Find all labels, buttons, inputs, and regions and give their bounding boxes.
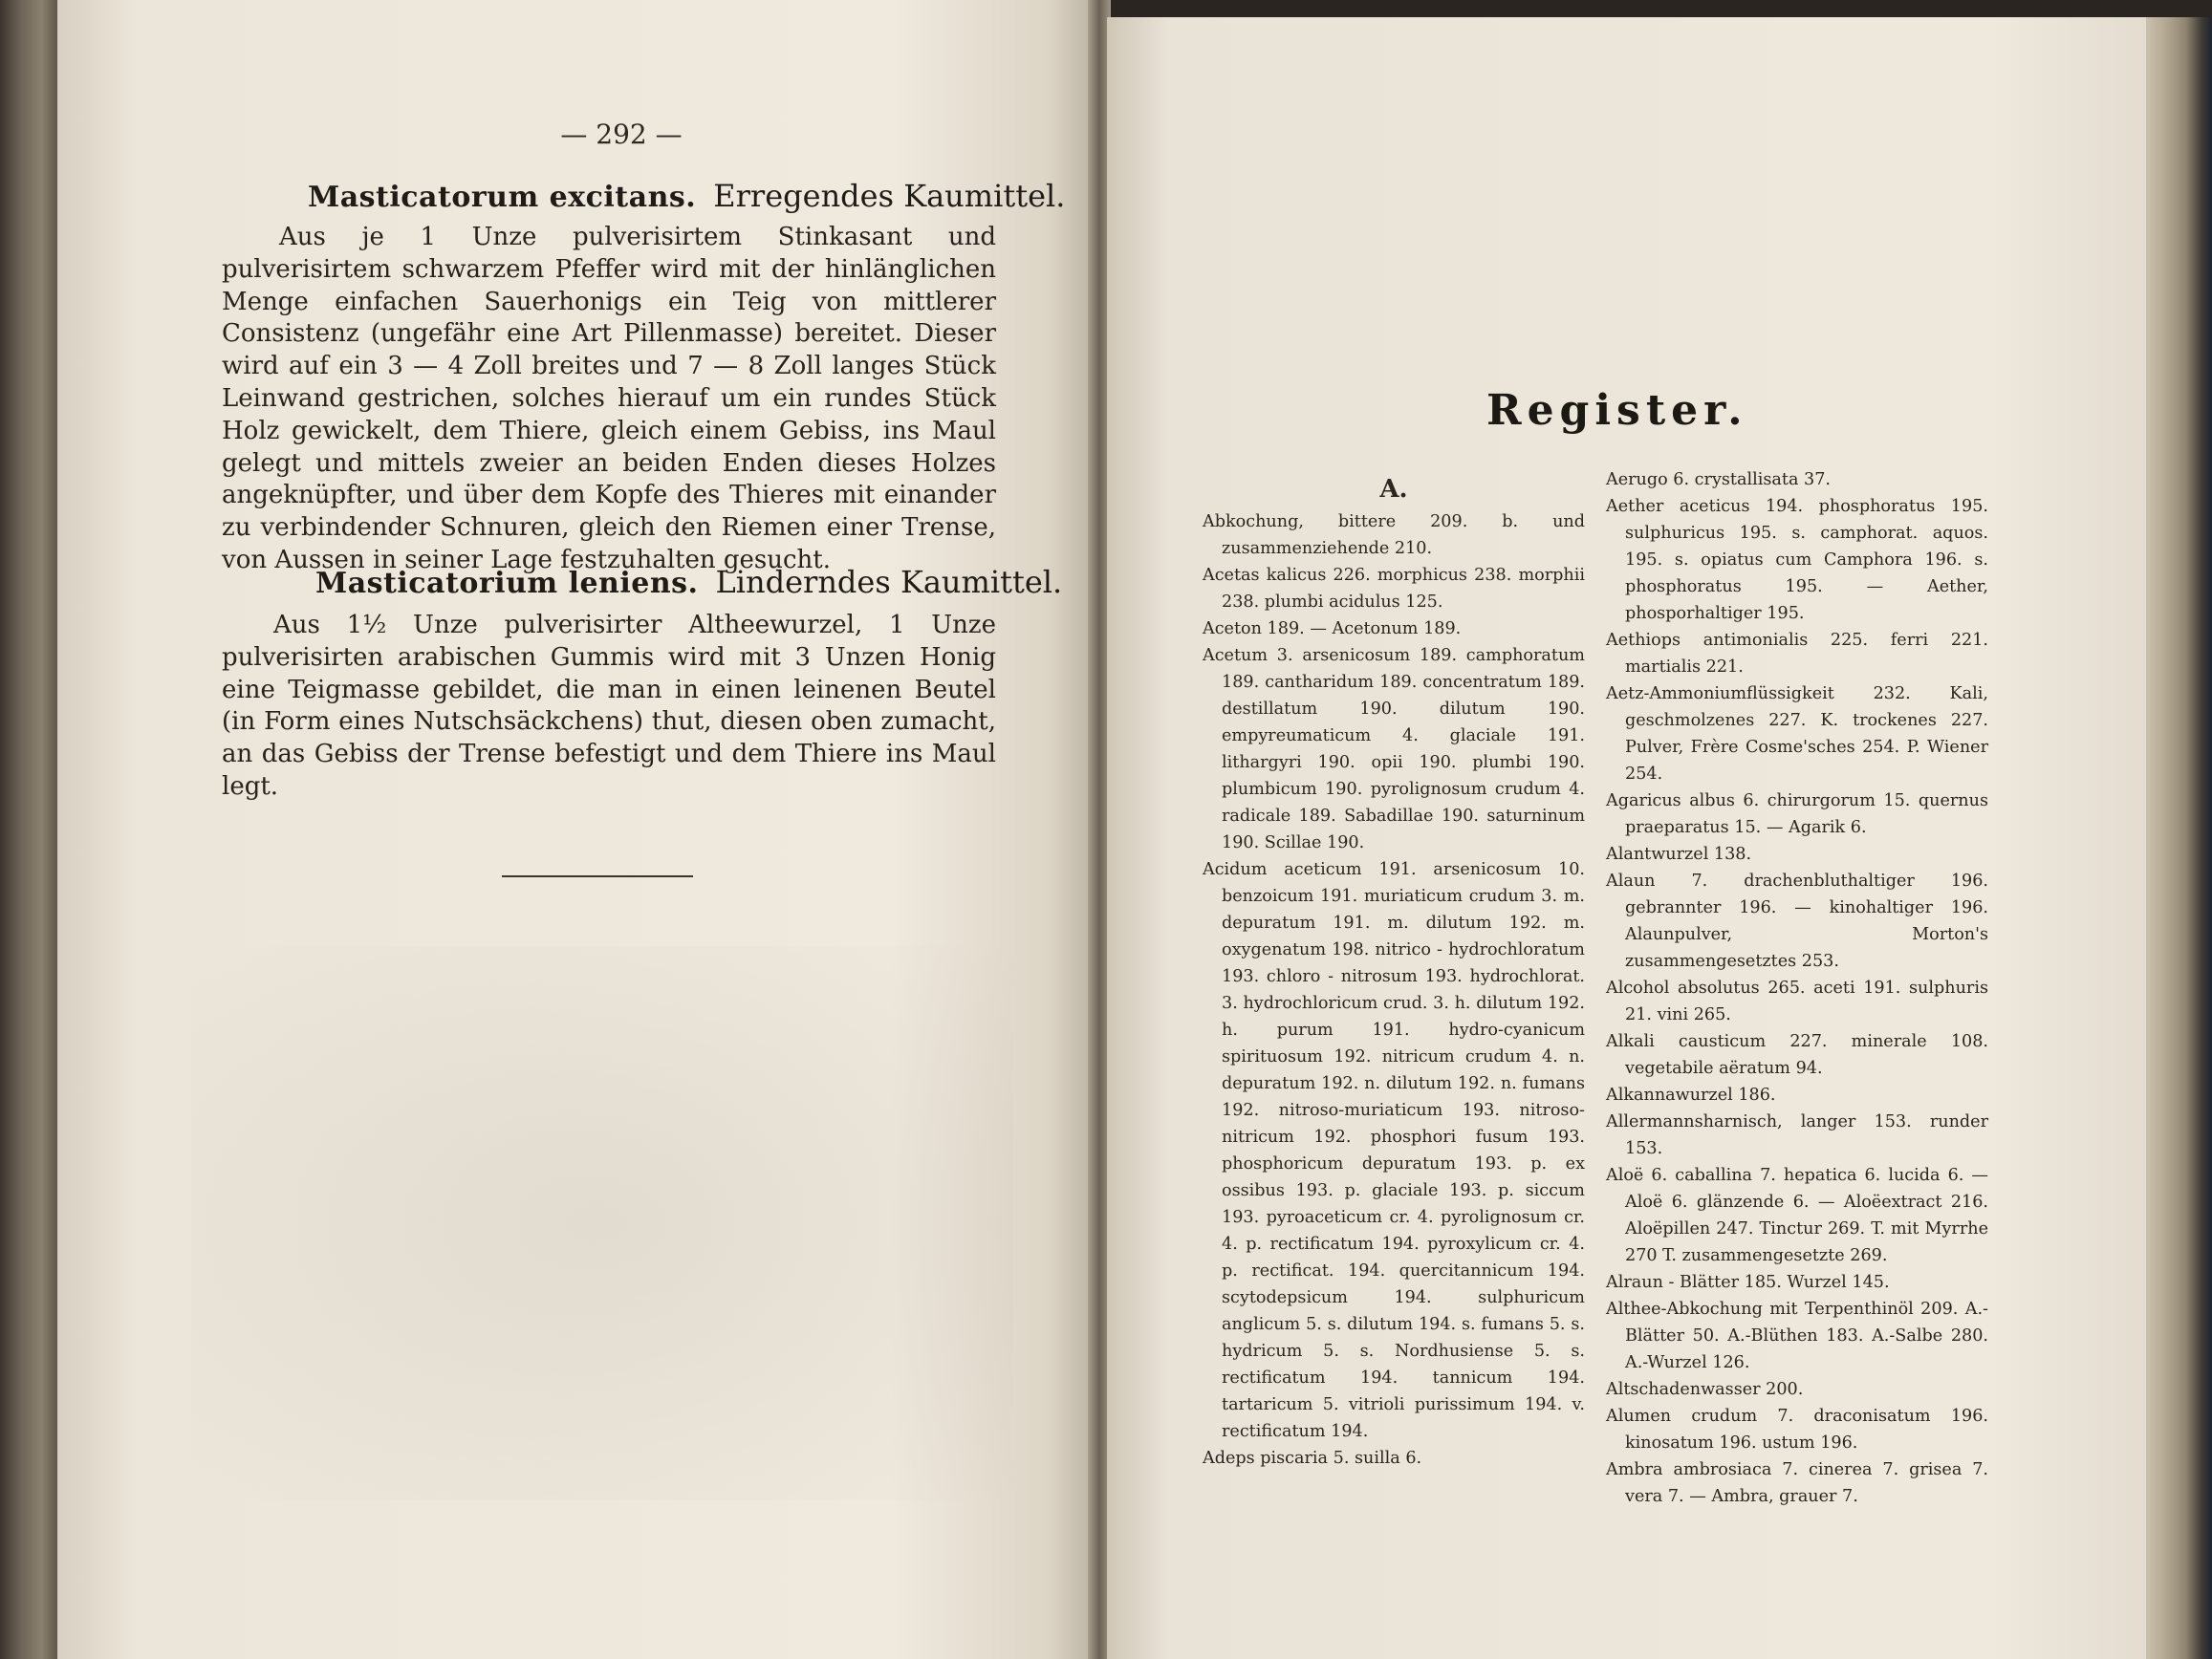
register-entry: Alkali causticum 227. minerale 108. vegetabile aëratum 94. (1606, 1032, 1988, 1078)
book-edge-left (0, 0, 59, 1659)
register-entry: Acetas kalicus 226. morphicus 238. morphii 238. plumbi acidulus 125. (1203, 566, 1585, 612)
register-entry: Aloë 6. caballina 7. hepatica 6. lucida 6. — Aloë 6. glänzende 6. — Aloëextract 216. Aloëpillen 247. Tinctur 269. T. mit Myrrhe 270 T. zusammengesetzte 269. (1606, 1166, 1988, 1265)
show-through-shadow (191, 946, 1013, 1500)
register-entry: Alumen crudum 7. draconisatum 196. kinosatum 196. ustum 196. (1606, 1407, 1988, 1453)
page-number: — 292 — (560, 118, 683, 150)
register-entry: Abkochung, bittere 209. b. und zusammenziehende 210. (1203, 512, 1585, 558)
entry-latin-name: Masticatorium leniens. (315, 567, 699, 600)
register-entry: Ambra ambrosiaca 7. cinerea 7. grisea 7. vera 7. — Ambra, grauer 7. (1606, 1460, 1988, 1506)
book-edge-right (2146, 17, 2212, 1659)
register-entry: Alraun - Blätter 185. Wurzel 145. (1606, 1273, 1890, 1292)
register-entry: Aceton 189. — Acetonum 189. (1203, 619, 1462, 638)
section-letter: A. (1379, 475, 1408, 504)
register-entry: Adeps piscaria 5. suilla 6. (1203, 1449, 1422, 1468)
entry-text-leniens: Aus 1½ Unze pulverisirter Altheewurzel, 1 Unze pulverisirten arabischen Gummis wird mit 3 Unzen Honig eine Teigmasse gebildet, die man in einen leinenen Beutel (in Form eines Nutschsäckchens) thut, diesen oben zumacht, an das Gebiss der Trense befestigt und dem Thiere ins Maul legt. (222, 611, 996, 801)
register-entry: Aerugo 6. crystallisata 37. (1606, 470, 1832, 489)
register-column-left (1203, 466, 1585, 1472)
register-entry: Alcohol absolutus 265. aceti 191. sulphuris 21. vini 265. (1606, 979, 1988, 1024)
entry-german-name: Linderndes Kaumittel. (715, 564, 1063, 600)
register-entry: Alaun 7. drachenbluthaltiger 196. gebrannter 196. — kinohaltiger 196. Alaunpulver, Morton's zusammengesetztes 253. (1606, 872, 1988, 971)
register-entry: Acidum aceticum 191. arsenicosum 10. benzoicum 191. muriaticum crudum 3. m. depuratum 191. m. dilutum 192. m. oxygenatum 198. nitrico - hydrochloratum 193. chloro - nitrosum 193. hydrochlorat. 3. hydrochloricum crud. 3. h. dilutum 192. h. purum 191. hydro-cyanicum spirituosum 192. nitricum crudum 4. n. depuratum 192. n. dilutum 192. n. fumans 192. nitroso-muriaticum 193. nitroso-nitricum 192. phosphori fusum 193. phosphoricum depuratum 193. p. ex ossibus 193. p. glaciale 193. p. siccum 193. pyroaceticum cr. 4. pyrolignosum cr. 4. p. rectificatum 194. pyroxylicum cr. 4. p. rectificat. 194. quercitannicum 194. scytodepsicum 194. sulphuricum anglicum 5. s. dilutum 194. s. fumans 5. s. hydricum 5. s. Nordhusiense 5. s. rectificatum 194. tannicum 194. tartaricum 5. vitrioli purissimum 194. v. rectificatum 194. (1203, 860, 1585, 1441)
entry-heading-excitans (308, 178, 1066, 214)
register-column-right (1606, 466, 1988, 1510)
register-entry: Altschadenwasser 200. (1606, 1380, 1804, 1399)
register-title: Register. (1486, 386, 1748, 435)
register-entry: Althee-Abkochung mit Terpenthinöl 209. A.-Blätter 50. A.-Blüthen 183. A.-Salbe 280. A.-Wurzel 126. (1606, 1300, 1988, 1372)
register-entry: Allermannsharnisch, langer 153. runder 153. (1606, 1112, 1988, 1158)
register-entry: Alantwurzel 138. (1606, 845, 1752, 864)
register-entry: Aetz-Ammoniumflüssigkeit 232. Kali, geschmolzenes 227. K. trockenes 227. Pulver, Frère Cosme'sches 254. P. Wiener 254. (1606, 684, 1988, 784)
section-divider-rule (502, 875, 693, 877)
register-entry: Acetum 3. arsenicosum 189. camphoratum 189. cantharidum 189. concentratum 189. destillatum 190. dilutum 190. empyreumaticum 4. glaciale 191. lithargyri 190. opii 190. plumbi 190. plumbicum 190. pyrolignosum crudum 4. radicale 189. Sabadillae 190. saturninum 190. Scillae 190. (1203, 646, 1585, 852)
entry-latin-name: Masticatorum excitans. (308, 181, 697, 214)
register-entry: Agaricus albus 6. chirurgorum 15. quernus praeparatus 15. — Agarik 6. (1606, 791, 1988, 837)
entry-heading-leniens (315, 564, 1063, 600)
entry-german-name: Erregendes Kaumittel. (713, 178, 1066, 214)
register-entry: Aether aceticus 194. phosphoratus 195. sulphuricus 195. s. camphorat. aquos. 195. s. opiatus cum Camphora 196. s. phosphoratus 195. — Aether, phosporhaltiger 195. (1606, 497, 1988, 623)
entry-text-excitans: Aus je 1 Unze pulverisirtem Stinkasant und pulverisirtem schwarzem Pfeffer wird mit der hinlänglichen Menge einfachen Sauerhonigs ein Teig von mittlerer Consistenz (ungefähr eine Art Pillenmasse) bereitet. Dieser wird auf ein 3 — 4 Zoll breites und 7 — 8 Zoll langes Stück Leinwand gestrichen, solches hierauf um ein rundes Stück Holz gewickelt, dem Thiere, gleich einem Gebiss, ins Maul gelegt und mittels zweier an beiden Enden dieses Holzes angeknüpfter, und über dem Kopfe des Thieres mit einander zu verbindender Schnuren, gleich den Riemen einer Trense, von Aussen in seiner Lage festzuhalten gesucht. (222, 223, 996, 574)
register-entry: Alkannawurzel 186. (1606, 1086, 1776, 1105)
register-entry: Aethiops antimonialis 225. ferri 221. martialis 221. (1606, 631, 1988, 677)
